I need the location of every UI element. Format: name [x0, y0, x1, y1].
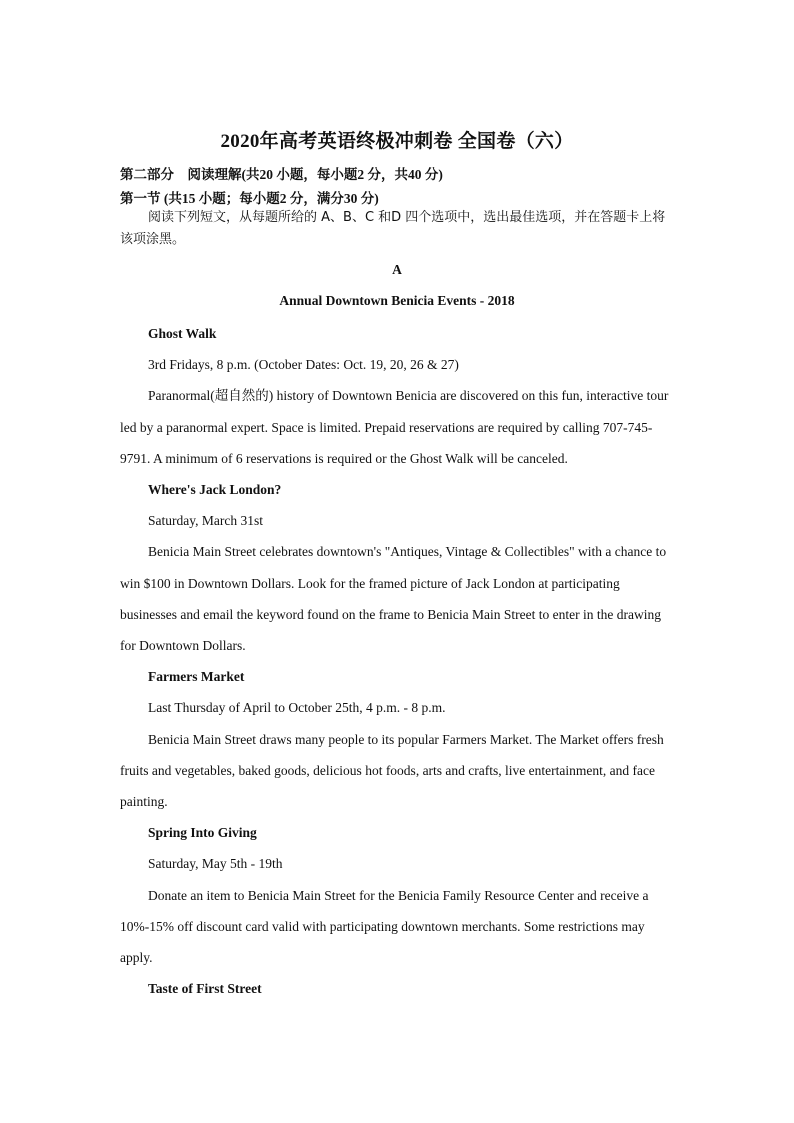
- event-heading: Where's Jack London?: [148, 482, 282, 498]
- section-heading: 第一节 (共15 小题；每小题2 分，满分30 分): [120, 191, 379, 206]
- passage-letter: A: [392, 262, 402, 277]
- event-date: 3rd Fridays, 8 p.m. (October Dates: Oct. 19, 20, 26 & 27): [148, 357, 459, 373]
- event-heading: Ghost Walk: [148, 326, 217, 341]
- event-description: Paranormal(超自然的) history of Downtown Benicia are discovered on this fun, interactive tour led by a paranormal expert. Space is limited. Prepaid reservations are required by calling 707-745-9791. A minimum of 6 reservations is required or the Ghost Walk will be canceled.: [120, 388, 669, 466]
- event-description: Benicia Main Street celebrates downtown's "Antiques, Vintage & Collectibles" with a chance to win $100 in Downtown Dollars. Look for the framed picture of Jack London at participating businesses and email the keyword found on the frame to Benicia Main Street to enter in the drawing for Downtown Dollars.: [120, 544, 667, 654]
- exam-title: 2020年高考英语终极冲刺卷 全国卷（六）: [220, 131, 574, 152]
- passage-body: [120, 318, 676, 1004]
- event-heading: Taste of First Street: [148, 981, 262, 997]
- event-heading: Spring Into Giving: [148, 825, 257, 841]
- event-date: Saturday, March 31st: [148, 513, 263, 529]
- event-date: Last Thursday of April to October 25th, 4 p.m. - 8 p.m.: [148, 700, 446, 716]
- event-date: Saturday, May 5th - 19th: [148, 856, 283, 872]
- event-description: Donate an item to Benicia Main Street for the Benicia Family Resource Center and receive a 10%-15% off discount card valid with participating downtown merchants. Some restrictions may apply.: [120, 887, 649, 966]
- part-heading: 第二部分 阅读理解(共20 小题，每小题2 分，共40 分): [120, 167, 443, 182]
- passage-title: Annual Downtown Benicia Events - 2018: [279, 293, 515, 308]
- instruction-text: 阅读下列短文，从每题所给的 A、B、C 和D 四个选项中，选出最佳选项，并在答题卡上将该项涂黑。: [120, 210, 666, 247]
- event-heading: Farmers Market: [148, 669, 245, 685]
- event-description: Benicia Main Street draws many people to its popular Farmers Market. The Market offers fresh fruits and vegetables, baked goods, delicious hot foods, arts and crafts, live entertainment, and face painting.: [120, 731, 664, 810]
